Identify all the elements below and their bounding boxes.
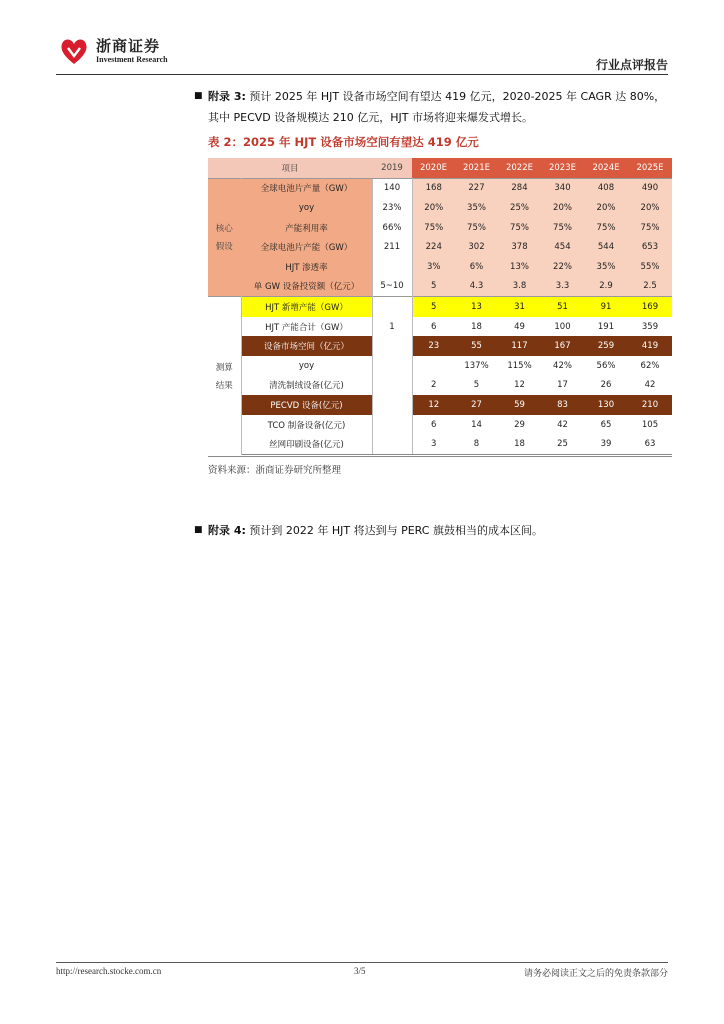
table-cell: 5~10 (372, 277, 412, 297)
appendix-3-line-1: 预计 2025 年 HJT 设备市场空间有望达 419 亿元，2020-2025 年 CAGR 达 80%， (249, 90, 666, 103)
row-group-label-line: 核心 (215, 224, 233, 235)
table-cell: 42 (644, 380, 656, 391)
row-group-label-line: 假设 (215, 242, 233, 253)
table-cell: 115% (507, 360, 532, 371)
row-item-label: 单 GW 设备投资额（亿元） (241, 277, 372, 297)
table-cell: 8 (455, 434, 498, 454)
table-cell (372, 356, 412, 376)
table-cell: 12 (412, 395, 455, 415)
header-divider (56, 74, 668, 75)
table-cell: 75% (541, 218, 584, 238)
table-cell: 55% (628, 257, 672, 277)
table-cell: 4.3 (455, 277, 498, 297)
table-cell: 35% (455, 198, 498, 218)
footer-divider (56, 962, 668, 963)
table-cell: 302 (455, 237, 498, 257)
table-cell: 3 (412, 434, 455, 454)
table-cell: 6 (431, 419, 437, 430)
appendix-4-label: 附录 4: (208, 524, 246, 537)
table-cell: 35% (584, 257, 628, 277)
table-cell: 169 (628, 297, 672, 317)
table-cell: 653 (628, 237, 672, 257)
table-cell: 63 (628, 434, 672, 454)
table-cell: 39 (584, 434, 628, 454)
table-cell: 75% (584, 218, 628, 238)
row-item-label: TCO 制备设备(亿元) (267, 420, 346, 431)
table-cell: 42% (553, 360, 572, 371)
logo-chinese-name: 浙商证券 (96, 36, 161, 55)
table-row (208, 376, 672, 396)
table-cell: 210 (628, 395, 672, 415)
table-cell: 25% (498, 198, 541, 218)
table-cell: 5 (412, 297, 455, 317)
company-logo (58, 36, 168, 66)
table-cell: 117 (498, 336, 541, 356)
table-row (208, 356, 672, 376)
row-group-label (208, 178, 241, 297)
table-row (208, 415, 672, 435)
table-cell: 27 (455, 395, 498, 415)
table-row (208, 317, 672, 337)
table-cell: 26 (600, 380, 612, 391)
table-cell (372, 376, 412, 396)
table-cell: 55 (455, 336, 498, 356)
table-cell: 14 (471, 419, 482, 430)
hjt-market-table (208, 158, 672, 455)
table-cell: 75% (628, 218, 672, 238)
table-cell: 2.5 (628, 277, 672, 297)
row-item-label: 产能利用率 (241, 218, 372, 238)
table-cell: 544 (584, 237, 628, 257)
table-cell: 490 (628, 178, 672, 198)
table-cell: 75% (498, 218, 541, 238)
document-type: 行业点评报告 (595, 58, 668, 72)
table-cell: 419 (628, 336, 672, 356)
table-cell: 65 (600, 419, 612, 430)
table-row (208, 434, 672, 454)
row-group-label-line: 结果 (215, 380, 233, 391)
row-group-label (208, 297, 241, 455)
table-cell: 259 (584, 336, 628, 356)
header-cell: 2025E (628, 158, 672, 178)
table-cell: 20% (541, 198, 584, 218)
table-cell: 3.8 (498, 277, 541, 297)
table-cell: 59 (498, 395, 541, 415)
table-row (208, 257, 672, 277)
table-cell: 20% (584, 198, 628, 218)
table-cell: 140 (372, 178, 412, 198)
table-row (208, 198, 672, 218)
table-cell: 83 (541, 395, 584, 415)
table-title: 表 2：2025 年 HJT 设备市场空间有望达 419 亿元 (208, 135, 479, 149)
table-cell (372, 434, 412, 454)
table-cell: 13% (498, 257, 541, 277)
table-cell: 211 (372, 237, 412, 257)
table-cell: 191 (597, 321, 615, 332)
table-row (208, 297, 672, 317)
table-cell: 56% (596, 360, 616, 371)
table-cell: 13 (455, 297, 498, 317)
footer-disclaimer: 请务必阅读正文之后的免责条款部分 (523, 969, 668, 979)
table-row (208, 277, 672, 297)
logo-mark-icon (58, 36, 90, 66)
row-item-label: HJT 产能合计（GW） (265, 322, 348, 333)
row-item-label: yoy (241, 198, 372, 218)
table-cell: 224 (412, 237, 455, 257)
row-item-label: 全球电池片产能（GW） (241, 237, 372, 257)
table-cell (372, 415, 412, 435)
table-row (208, 395, 672, 415)
table-cell: 51 (541, 297, 584, 317)
table-cell: 31 (498, 297, 541, 317)
row-item-label: 丝网印刷设备(亿元) (241, 434, 372, 454)
table-cell: 454 (541, 237, 584, 257)
table-bottom-rule (208, 456, 672, 457)
table-cell: 130 (584, 395, 628, 415)
table-row (208, 178, 672, 198)
appendix-4-text: 预计到 2022 年 HJT 将达到与 PERC 旗鼓相当的成本区间。 (249, 524, 543, 537)
table-cell: 167 (541, 336, 584, 356)
header-cell: 2020E (412, 158, 455, 178)
table-cell: 12 (514, 380, 525, 391)
table-cell: 408 (584, 178, 628, 198)
table-cell: 29 (514, 419, 525, 430)
table-source: 资料来源：浙商证券研究所整理 (208, 465, 342, 476)
appendix-4-paragraph (194, 520, 678, 541)
table-cell: 100 (554, 321, 571, 332)
header-cell: 项目 (208, 158, 372, 178)
bullet-icon: ■ (194, 525, 203, 535)
row-item-label: 全球电池片产量（GW） (241, 178, 372, 198)
footer-url[interactable]: http://research.stocke.com.cn (56, 966, 162, 976)
table-cell: 62% (640, 360, 660, 371)
table-cell: 137% (464, 360, 489, 371)
appendix-3-line-2: 其中 PECVD 设备规模达 210 亿元，HJT 市场将迎来爆发式增长。 (208, 111, 533, 124)
table-cell: 6% (455, 257, 498, 277)
table-row (208, 237, 672, 257)
table-header-row (208, 158, 672, 178)
row-item-label: HJT 新增产能（GW） (241, 297, 372, 317)
table-cell (372, 257, 412, 277)
table-cell: 22% (541, 257, 584, 277)
page-number: 3/5 (354, 966, 366, 976)
table-cell: 23 (412, 336, 455, 356)
table-cell: 3.3 (541, 277, 584, 297)
table-cell: 75% (412, 218, 455, 238)
row-group-label-line: 测算 (215, 362, 233, 373)
table-cell (372, 336, 412, 356)
logo-english-name: Investment Research (96, 54, 168, 64)
appendix-3-label: 附录 3: (208, 90, 246, 103)
table-cell (372, 297, 412, 317)
table-cell: 18 (471, 321, 482, 332)
table-cell: 5 (473, 380, 480, 391)
header-cell: 2021E (455, 158, 498, 178)
bullet-icon: ■ (194, 91, 203, 101)
row-item-label: 清洗制绒设备(亿元) (269, 381, 344, 392)
header-cell: 2024E (584, 158, 628, 178)
table-cell: 75% (455, 218, 498, 238)
header-cell: 2022E (498, 158, 541, 178)
table-cell: 2 (431, 380, 437, 391)
table-cell: 66% (372, 218, 412, 238)
table-cell: 20% (628, 198, 672, 218)
table-cell: 2.9 (584, 277, 628, 297)
row-item-label: PECVD 设备(亿元) (241, 395, 372, 415)
header-cell: 2023E (541, 158, 584, 178)
row-item-label: HJT 渗透率 (241, 257, 372, 277)
table-cell: 227 (455, 178, 498, 198)
table-row (208, 218, 672, 238)
row-item-label: yoy (298, 360, 315, 371)
table-cell: 105 (641, 419, 659, 430)
row-item-label: 设备市场空间（亿元） (241, 336, 372, 356)
header-cell: 2019 (372, 158, 412, 178)
table-cell: 18 (498, 434, 541, 454)
table-cell: 42 (557, 419, 568, 430)
table-cell: 23% (372, 198, 412, 218)
appendix-3-paragraph (194, 86, 678, 128)
table-cell: 340 (541, 178, 584, 198)
table-cell: 20% (412, 198, 455, 218)
table-cell (412, 356, 455, 376)
table-cell: 359 (641, 321, 659, 332)
table-cell: 1 (372, 317, 412, 337)
table-cell: 91 (584, 297, 628, 317)
table-cell: 168 (412, 178, 455, 198)
table-cell: 378 (498, 237, 541, 257)
table-row (208, 336, 672, 356)
table-cell: 49 (514, 321, 525, 332)
table-cell: 25 (541, 434, 584, 454)
table-cell: 3% (412, 257, 455, 277)
table-cell: 6 (431, 321, 437, 332)
table-cell: 284 (498, 178, 541, 198)
table-cell: 17 (557, 380, 568, 391)
table-cell (372, 395, 412, 415)
table-body (208, 178, 672, 454)
table-cell: 5 (412, 277, 455, 297)
